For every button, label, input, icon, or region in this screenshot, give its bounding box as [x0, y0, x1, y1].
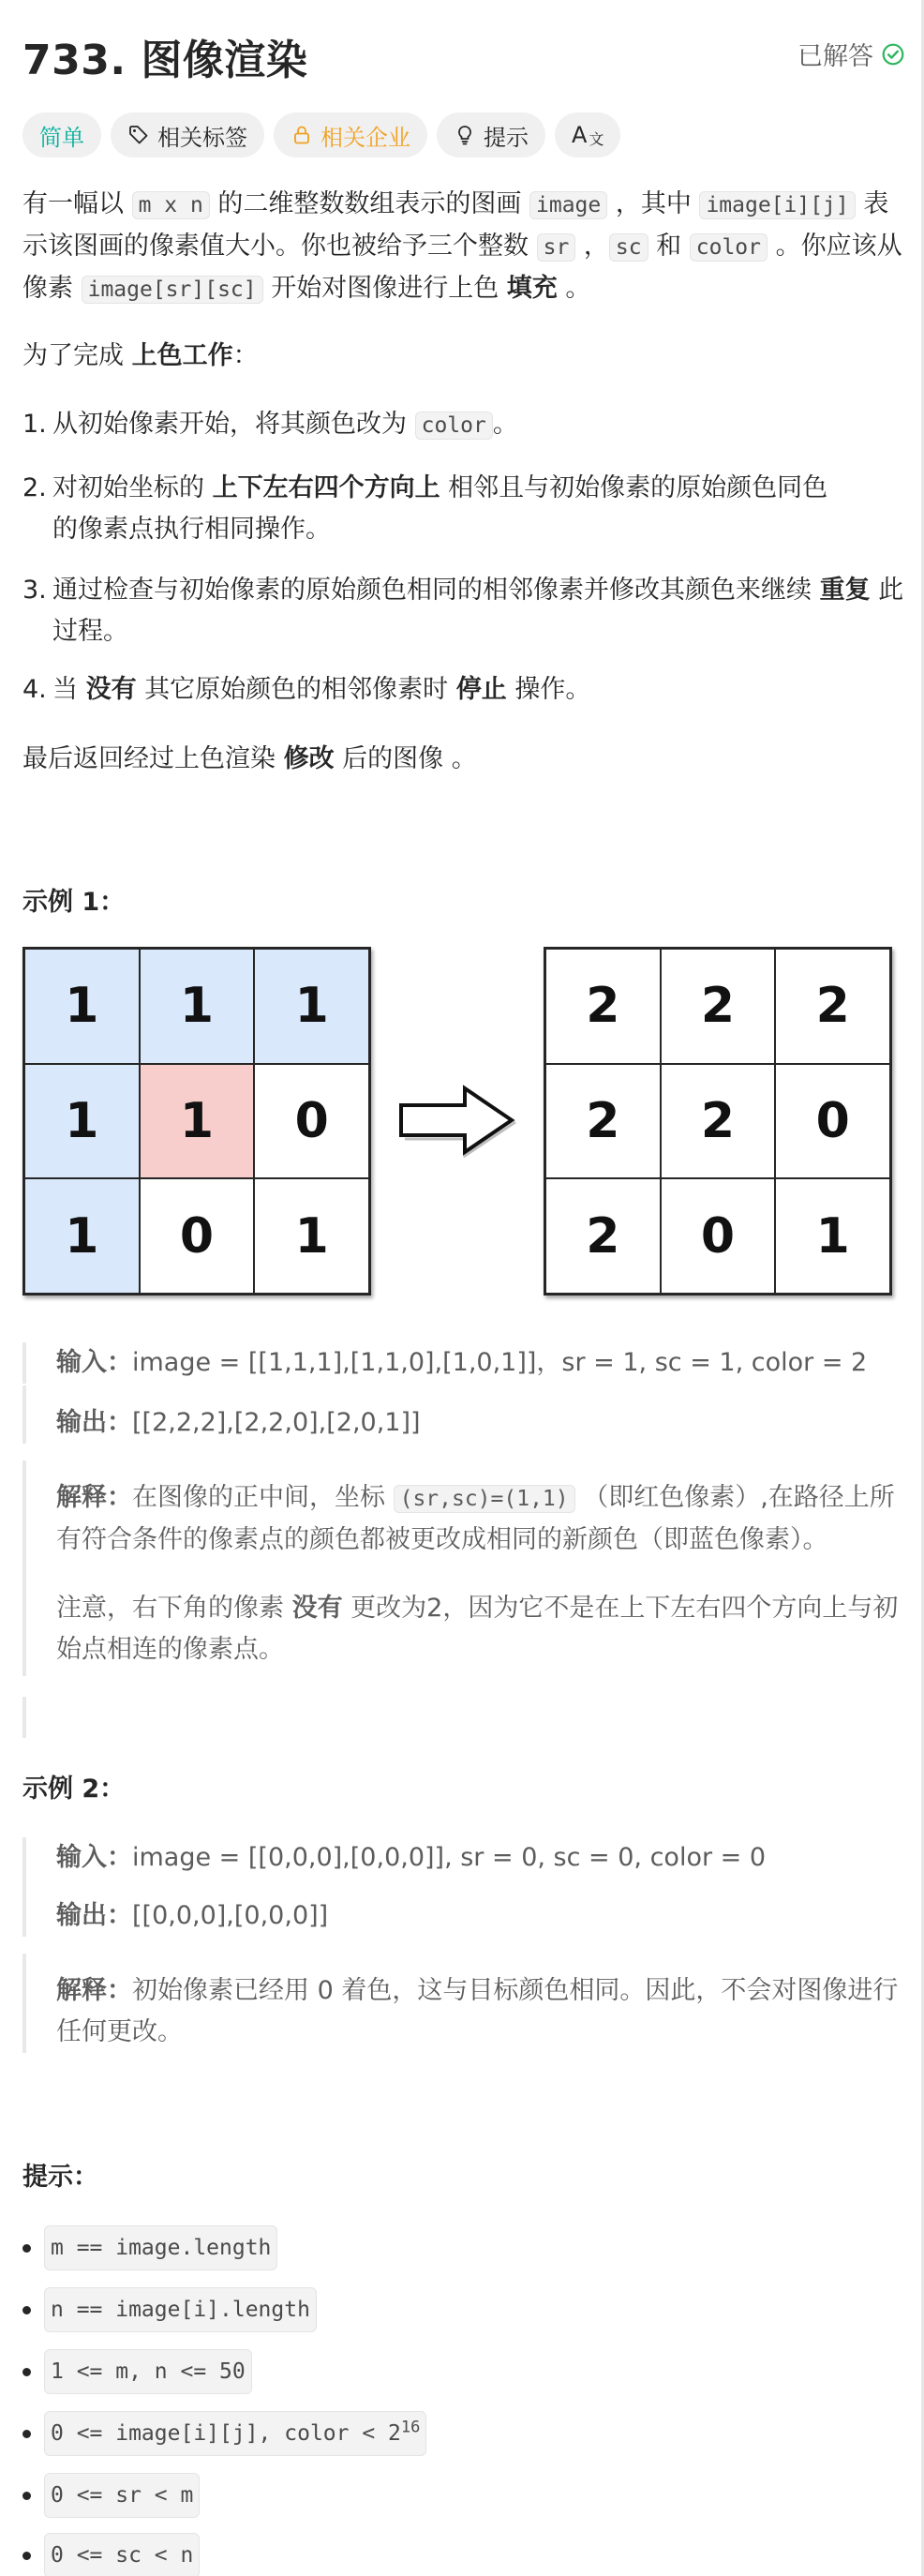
- related-companies-button[interactable]: [274, 112, 427, 157]
- grid-cell: 1: [25, 1179, 139, 1293]
- grid-cell: 2: [546, 1065, 660, 1178]
- example-2-output: 输出：[[0,0,0],[0,0,0]]: [22, 1879, 905, 1937]
- grid-cell: 2: [662, 950, 775, 1063]
- lock-icon: [291, 124, 313, 146]
- check-circle-icon: [881, 42, 905, 67]
- difficulty-label: 简单: [39, 124, 84, 151]
- related-topics-label: 相关标签: [157, 124, 247, 151]
- image-grid-before: [22, 947, 371, 1295]
- example-1-spacer: [22, 1697, 905, 1738]
- description-paragraph-2: 为了完成 上色工作：: [22, 341, 259, 370]
- constraints-heading: 提示：: [22, 2163, 98, 2192]
- example-2-heading: 示例 2：: [22, 1775, 126, 1804]
- grid-cell: 0: [776, 1065, 889, 1178]
- translate-icon-suffix: 文: [589, 129, 604, 148]
- grid-cell-start: 1: [141, 1065, 254, 1178]
- example-1-heading: 示例 1：: [22, 888, 126, 917]
- constraint-item: 1 <= m, n <= 50: [22, 2349, 252, 2394]
- grid-cell: 1: [141, 950, 254, 1063]
- translate-icon: A: [572, 122, 588, 148]
- title-row: [22, 21, 905, 86]
- lightbulb-icon: [454, 124, 476, 146]
- grid-cell: 1: [776, 1179, 889, 1293]
- image-grid-after: [544, 947, 892, 1295]
- grid-cell: 0: [141, 1179, 254, 1293]
- example-1-input: 输入：image = [[1,1,1],[1,1,0],[1,0,1]]，sr = 1, sc = 1, color = 2: [22, 1342, 905, 1384]
- translate-button[interactable]: [555, 112, 620, 157]
- solved-label: 已解答: [797, 42, 873, 71]
- grid-cell: 1: [25, 950, 139, 1063]
- related-companies-label: 相关企业: [320, 124, 410, 151]
- problem-title[interactable]: 733. 图像渲染: [22, 37, 308, 84]
- step-item-3: 3. 通过检查与初始像素的原始颜色相同的相邻像素并修改其颜色来继续 重复 此过程。: [22, 576, 904, 646]
- step-item-1: 1. 从初始像素开始，将其颜色改为 color 。: [22, 410, 518, 439]
- example-2-input: 输入：image = [[0,0,0],[0,0,0]], sr = 0, sc = 0, color = 0: [22, 1837, 905, 1879]
- example-1-note: 注意，右下角的像素 没有 更改为2，因为它不是在上下左右四个方向上与初始点相连的像素点。: [22, 1560, 905, 1676]
- tag-bar: [22, 112, 620, 157]
- tag-icon: [127, 124, 150, 146]
- description-paragraph-3: 最后返回经过上色渲染 修改 后的图像 。: [22, 744, 477, 773]
- related-topics-button[interactable]: [111, 112, 264, 157]
- grid-cell: 1: [255, 1179, 368, 1293]
- example-1-explanation: 解释：在图像的正中间，坐标 (sr,sc)=(1,1) （即红色像素）,在路径上所有符合条件的像素点的颜色都被更改成相同的新颜色（即蓝色像素）。: [22, 1460, 905, 1560]
- solved-status: [797, 36, 905, 72]
- step-item-2: 2. 对初始坐标的 上下左右四个方向上 相邻且与初始像素的原始颜色同色的像素点执行相同操作。: [22, 473, 828, 544]
- constraint-item: 0 <= sc < n: [22, 2533, 200, 2576]
- grid-cell: 2: [662, 1065, 775, 1178]
- hint-button[interactable]: [437, 112, 545, 157]
- grid-cell: 0: [662, 1179, 775, 1293]
- arrow-right-icon: [397, 1083, 519, 1158]
- difficulty-tag[interactable]: [22, 112, 101, 157]
- grid-cell: 2: [776, 950, 889, 1063]
- grid-cell: 1: [25, 1065, 139, 1178]
- grid-cell: 2: [546, 950, 660, 1063]
- description-paragraph-1: 有一幅以 m x n 的二维整数数组表示的图画 image ，其中 image[i][j] 表示该图画的像素值大小。你也被给予三个整数 sr ， sc 和 color 。你应该从像素 image[sr][sc] 开始对图像进行上色 填充 。: [22, 189, 902, 303]
- example-2-explanation: 解释：初始像素已经用 0 着色，这与目标颜色相同。因此，不会对图像进行任何更改。: [22, 1954, 905, 2053]
- grid-cell: 1: [255, 950, 368, 1063]
- example-1-output: 输出：[[2,2,2],[2,2,0],[2,0,1]]: [22, 1385, 905, 1444]
- constraint-item: m == image.length: [22, 2225, 277, 2270]
- step-item-4: 4. 当 没有 其它原始颜色的相邻像素时 停止 操作。: [22, 675, 591, 704]
- hint-label: 提示: [484, 124, 529, 151]
- constraint-item: 0 <= sr < m: [22, 2473, 200, 2518]
- grid-cell: 0: [255, 1065, 368, 1178]
- grid-cell: 2: [546, 1179, 660, 1293]
- constraint-item: n == image[i].length: [22, 2287, 317, 2332]
- constraint-item: 0 <= image[i][j], color < $2^{16}$: [22, 2411, 426, 2456]
